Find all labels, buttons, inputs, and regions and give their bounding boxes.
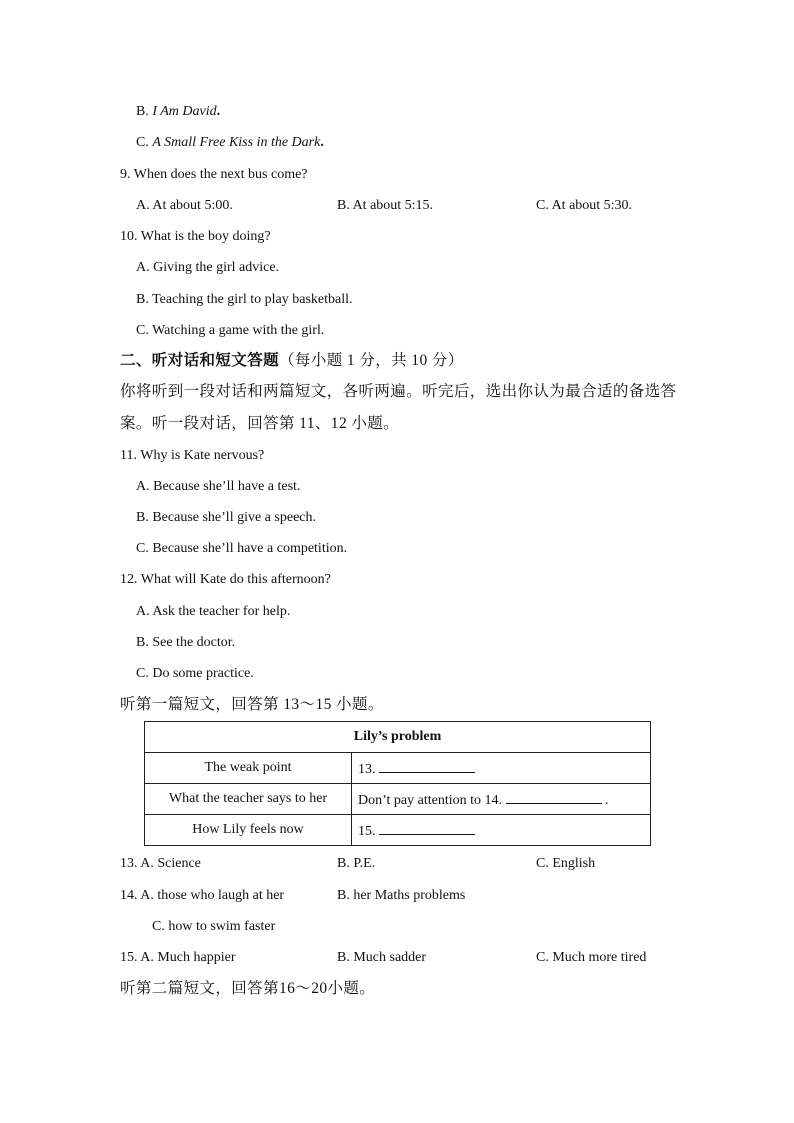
q8-option-c: C. A Small Free Kiss in the Dark.: [136, 135, 324, 150]
q9-option-b: B. At about 5:15.: [337, 198, 434, 213]
table-row-answer: 13.: [352, 753, 651, 784]
q13-option-a: 13. A. Science: [120, 856, 201, 871]
q15-option-c: C. Much more tired: [536, 950, 647, 965]
q15-option-a: 15. A. Much happier: [120, 950, 236, 965]
passage2-instruction: 听第二篇短文，回答第16～20小题。: [120, 980, 376, 997]
table-row-label: What the teacher says to her: [145, 784, 352, 815]
table-row: [145, 784, 651, 815]
q10-option-a: A. Giving the girl advice.: [136, 260, 280, 275]
section2-instruction-line1: 你将听到一段对话和两篇短文，各听两遍。听完后，选出你认为最合适的备选答: [120, 383, 677, 400]
q9-option-a: A. At about 5:00.: [136, 198, 233, 213]
q12-option-c: C. Do some practice.: [136, 666, 254, 681]
q9-question: 9. When does the next bus come?: [120, 167, 308, 182]
q9-option-c: C. At about 5:30.: [536, 198, 633, 213]
q12-option-a: A. Ask the teacher for help.: [136, 604, 291, 619]
section2-title: 二、听对话和短文答题: [120, 352, 280, 369]
table-row-label: How Lily feels now: [145, 815, 352, 846]
answer-blank-13[interactable]: [379, 758, 475, 773]
section2-instruction-line2: 案。听一段对话，回答第 11、12 小题。: [120, 415, 400, 432]
q10-option-b: B. Teaching the girl to play basketball.: [136, 292, 353, 307]
q8-option-b: B. I Am David.: [136, 104, 221, 119]
q10-question: 10. What is the boy doing?: [120, 229, 271, 244]
q11-question: 11. Why is Kate nervous?: [120, 448, 265, 463]
section2-score: （每小题 1 分，共 10 分）: [279, 352, 464, 369]
q14-option-a: 14. A. those who laugh at her: [120, 888, 285, 903]
q10-option-c: C. Watching a game with the girl.: [136, 323, 325, 338]
section2-heading: [120, 351, 464, 371]
table-row-answer: Don’t pay attention to 14. .: [352, 784, 651, 815]
table-row: [145, 753, 651, 784]
q12-question: 12. What will Kate do this afternoon?: [120, 572, 331, 587]
q14-option-c: C. how to swim faster: [152, 919, 276, 934]
table-row-label: The weak point: [145, 753, 352, 784]
table-title: Lily’s problem: [145, 722, 651, 753]
passage1-instruction: 听第一篇短文，回答第 13～15 小题。: [120, 696, 384, 713]
q14-option-b: B. her Maths problems: [337, 888, 466, 903]
answer-blank-14[interactable]: [506, 789, 602, 804]
q12-option-b: B. See the doctor.: [136, 635, 236, 650]
table-row-answer: 15.: [352, 815, 651, 846]
lily-problem-table: [144, 721, 651, 846]
q11-option-b: B. Because she’ll give a speech.: [136, 510, 316, 525]
q15-option-b: B. Much sadder: [337, 950, 427, 965]
q11-option-c: C. Because she’ll have a competition.: [136, 541, 348, 556]
table-row: [145, 815, 651, 846]
q13-option-c: C. English: [536, 856, 596, 871]
q13-option-b: B. P.E.: [337, 856, 376, 871]
q11-option-a: A. Because she’ll have a test.: [136, 479, 301, 494]
table-header-row: [145, 722, 651, 753]
answer-blank-15[interactable]: [379, 820, 475, 835]
